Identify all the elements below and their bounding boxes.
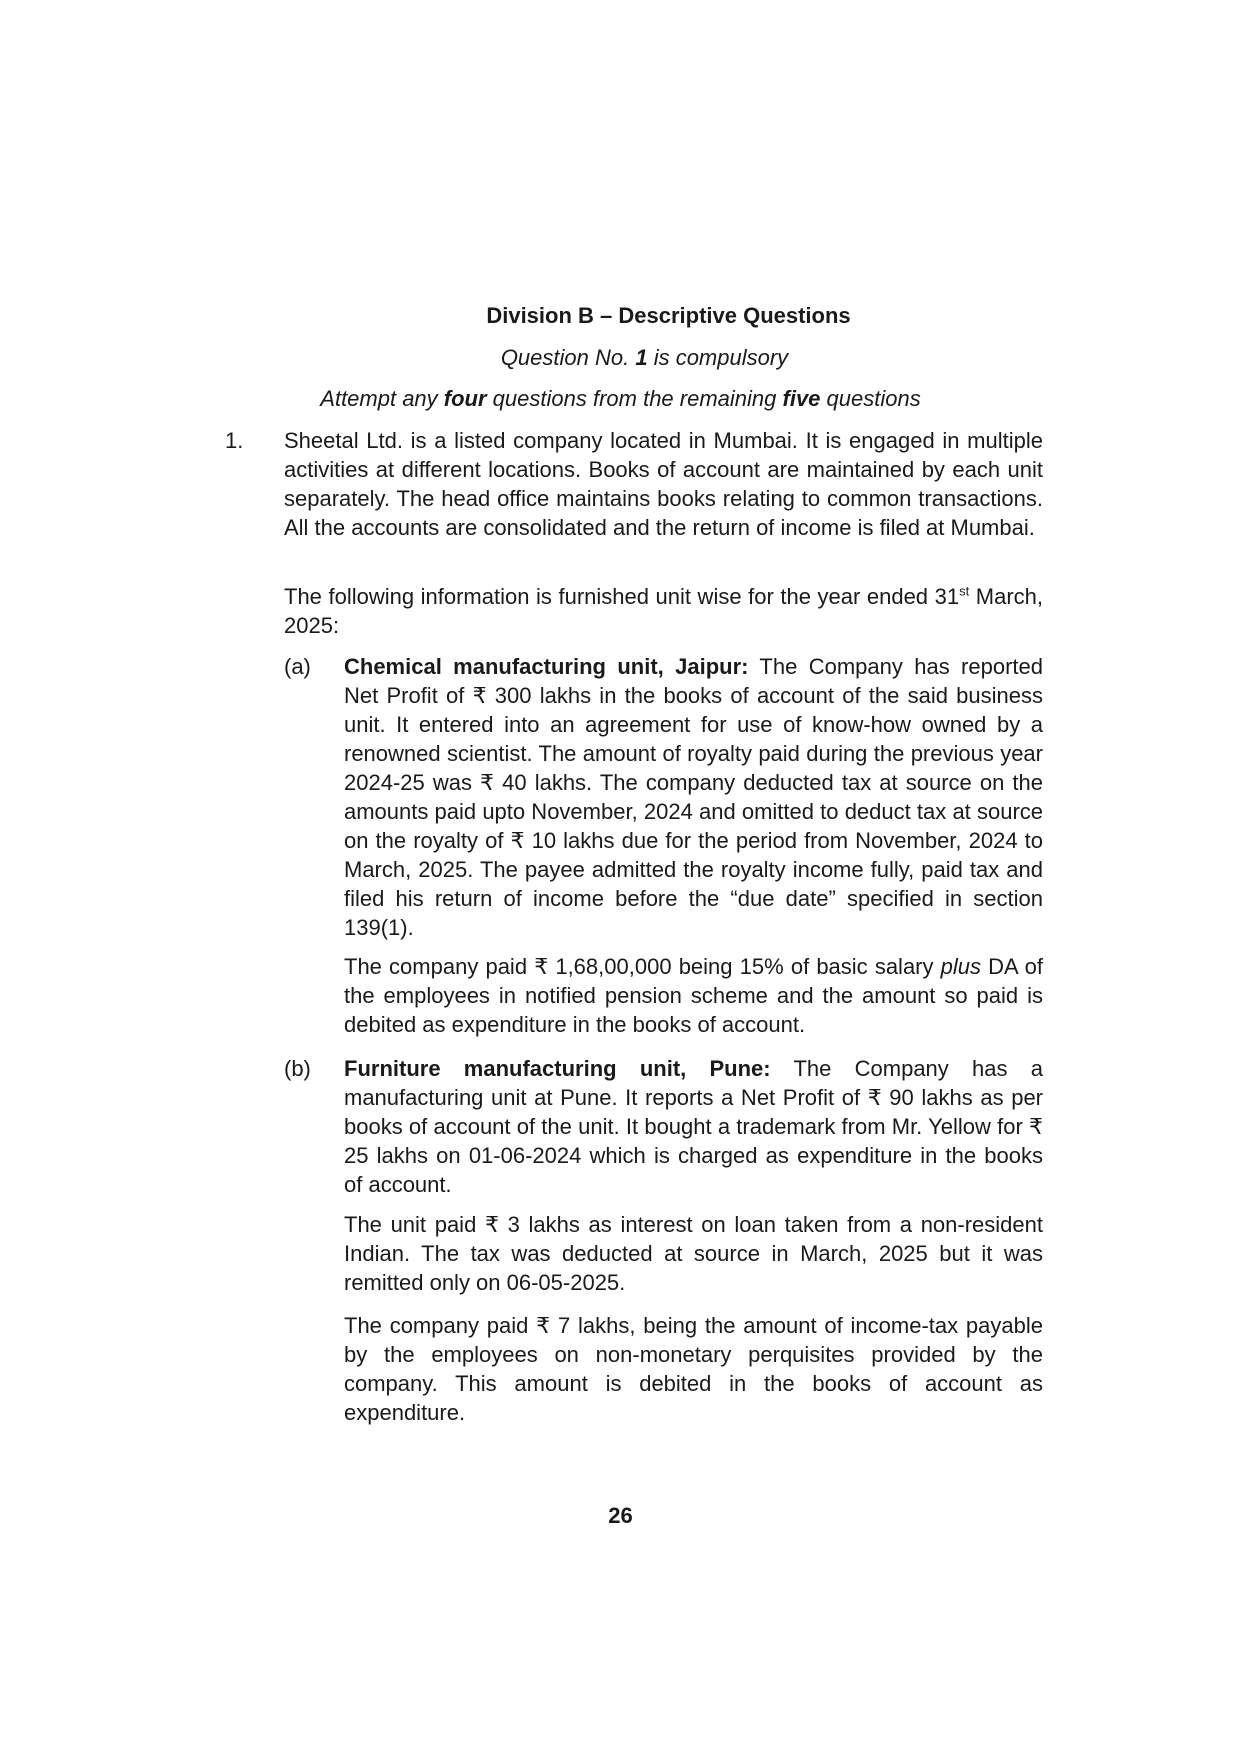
attempt-note-five: five (782, 386, 821, 411)
page-number: 26 (608, 1503, 633, 1528)
part-a-para-2 (344, 952, 1043, 1039)
attempt-note-four: four (443, 386, 487, 411)
attempt-note-mid: questions from the remaining (486, 386, 783, 411)
info-sup: st (959, 583, 970, 599)
compulsory-note-pre: Question No. (500, 345, 636, 370)
part-b-para-3: The company paid ₹ 7 lakhs, being the amount of income-tax payable by the employees on non-monetary perquisites provided by the company. This amount is debited in the books of account as expenditure. (344, 1313, 1043, 1425)
attempt-note-pre: Attempt any (320, 386, 444, 411)
compulsory-note-post: is compulsory (647, 345, 789, 370)
part-a-para2-pre: The company paid ₹ 1,68,00,000 being 15% of basic salary (344, 954, 941, 979)
part-a-label: (a) (284, 654, 311, 679)
compulsory-note-number: 1 (635, 345, 648, 370)
part-b-para-2: The unit paid ₹ 3 lakhs as interest on loan taken from a non-resident Indian. The tax was deducted at source in March, 2025 but it was remitted only on 06-05-2025. (344, 1212, 1043, 1295)
part-a-para2-post: DA of the employees in notified pension scheme and the amount so paid is debited as expenditure in the books of account. (344, 954, 1043, 1037)
attempt-note-post: questions (820, 386, 921, 411)
question-number: 1. (225, 428, 244, 453)
part-b-heading: Furniture manufacturing unit, Pune: (344, 1056, 771, 1081)
question-intro: Sheetal Ltd. is a listed company located in Mumbai. It is engaged in multiple activities at different locations. Books of account are maintained by each unit separately. The head office maintains books relating to common transactions. All the accounts are consolidated and the return of income is filed at Mumbai. (284, 428, 1043, 540)
part-b-text: The Company has a manufacturing unit at Pune. It reports a Net Profit of ₹ 90 lakhs as per books of account of the unit. It bought a trademark from Mr. Yellow for ₹ 25 lakhs on 01-06-2024 which is charged as expenditure in the books of account. (344, 1056, 1043, 1197)
question-info (284, 582, 1043, 640)
part-a-heading: Chemical manufacturing unit, Jaipur: (344, 654, 749, 679)
part-b-para-1 (344, 1054, 1043, 1199)
division-heading: Division B – Descriptive Questions (486, 303, 851, 328)
compulsory-note (24, 344, 1241, 372)
info-pre: The following information is furnished unit wise for the year ended 31 (284, 584, 960, 609)
part-b-label: (b) (284, 1056, 311, 1081)
info-post: March, 2025: (284, 584, 1043, 638)
part-a-para2-italic: plus (940, 954, 982, 979)
part-a-text: The Company has reported Net Profit of ₹ 300 lakhs in the books of account of the said business unit. It entered into an agreement for use of know-how owned by a renowned scientist. The amount of royalty paid during the previous year 2024-25 was ₹ 40 lakhs. The company deducted tax at source on the amounts paid upto November, 2024 and omitted to deduct tax at source on the royalty of ₹ 10 lakhs due for the period from November, 2024 to March, 2025. The payee admitted the royalty income fully, paid tax and filed his return of income before the “due date” specified in section 139(1). (344, 654, 1043, 940)
part-a-para-1 (344, 652, 1043, 942)
attempt-note (0, 385, 1241, 413)
